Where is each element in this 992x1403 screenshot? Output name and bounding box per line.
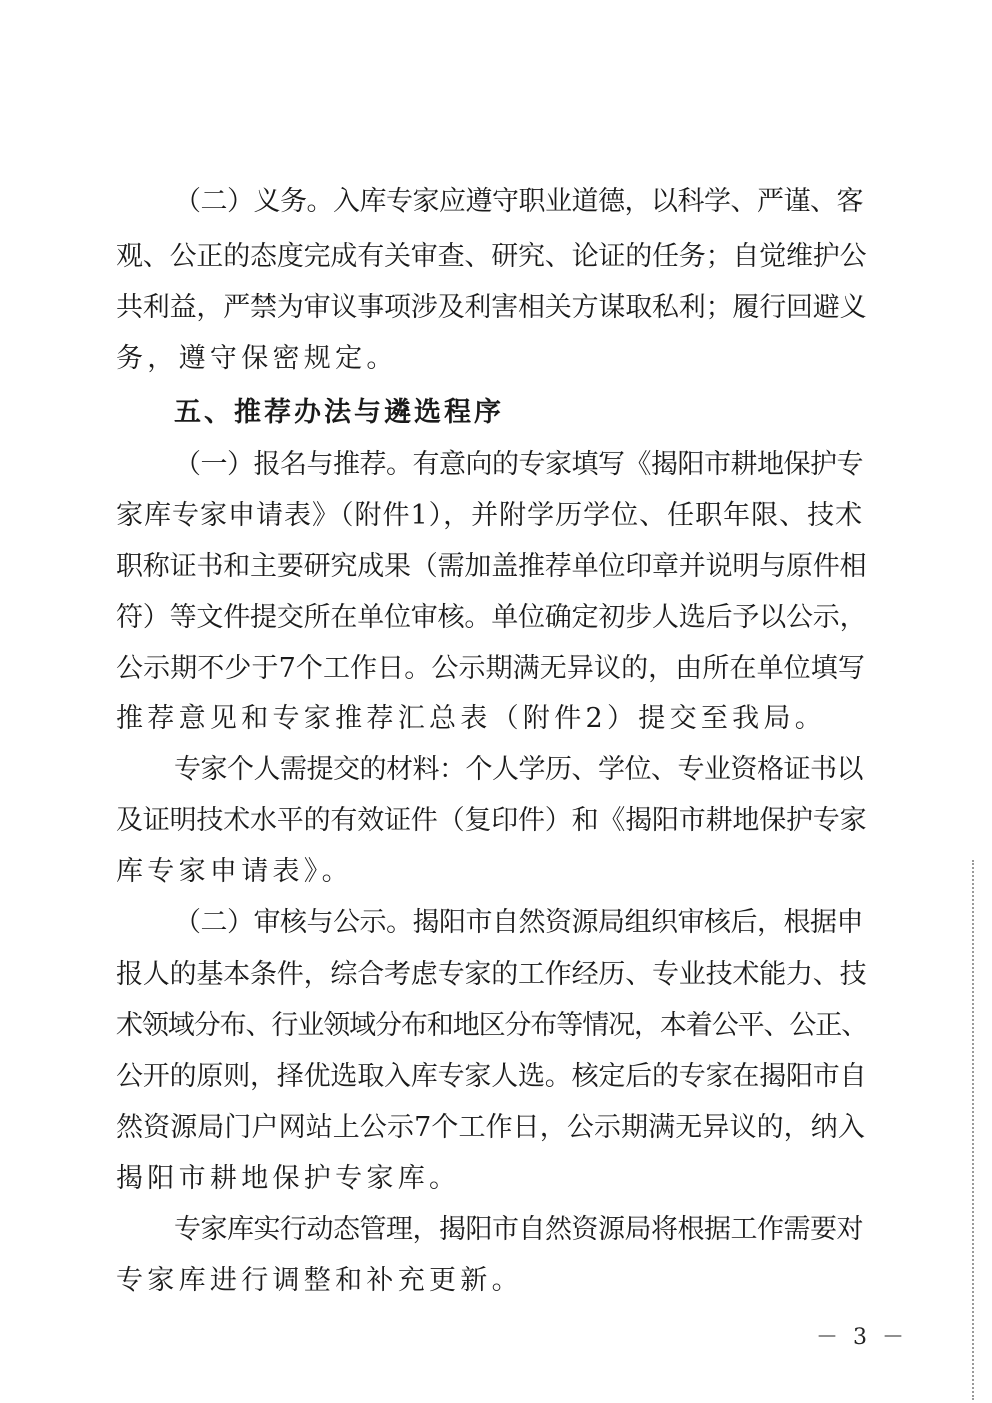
scan-edge-artifact: [972, 860, 974, 1400]
paragraph-review-line-5: 然资源局门户网站上公示7个工作日，公示期满无异议的，纳入: [116, 1112, 865, 1143]
paragraph-review-line-1: （二）审核与公示。揭阳市自然资源局组织审核后，根据申: [174, 907, 863, 938]
paragraph-obligations-line-1: （二）义务。入库专家应遵守职业道德，以科学、严谨、客: [174, 186, 863, 217]
paragraph-registration-line-4: 符）等文件提交所在单位审核。单位确定初步人选后予以公示，: [116, 602, 867, 633]
paragraph-obligations-line-3: 共利益，严禁为审议事项涉及利害相关方谋取私利；履行回避义: [116, 292, 867, 323]
paragraph-management-line-1: 专家库实行动态管理，揭阳市自然资源局将根据工作需要对: [174, 1214, 863, 1245]
paragraph-registration-line-3: 职称证书和主要研究成果（需加盖推荐单位印章并说明与原件相: [116, 551, 867, 582]
section-heading-5: 五、推荐办法与遴选程序: [174, 397, 504, 428]
paragraph-review-line-4: 公开的原则，择优选取入库专家人选。核定后的专家在揭阳市自: [116, 1061, 867, 1092]
paragraph-review-line-2: 报人的基本条件，综合考虑专家的工作经历、专业技术能力、技: [116, 959, 867, 990]
paragraph-materials-line-1: 专家个人需提交的材料：个人学历、学位、专业资格证书以: [174, 754, 863, 785]
paragraph-review-line-6: 揭阳市耕地保护专家库。: [116, 1163, 461, 1194]
paragraph-obligations-line-4: 务，遵守保密规定。: [116, 343, 398, 374]
paragraph-registration-line-5: 公示期不少于7个工作日。公示期满无异议的，由所在单位填写: [116, 653, 865, 684]
paragraph-materials-line-3: 库专家申请表》。: [116, 856, 353, 887]
paragraph-review-line-3: 术领域分布、行业领域分布和地区分布等情况，本着公平、公正、: [116, 1010, 868, 1041]
paragraph-management-line-2: 专家库进行调整和补充更新。: [116, 1265, 523, 1296]
paragraph-registration-line-2: 家库专家申请表》（附件1），并附学历学位、任职年限、技术: [116, 500, 864, 531]
paragraph-obligations-line-2: 观、公正的态度完成有关审查、研究、论证的任务；自觉维护公: [116, 241, 867, 272]
paragraph-registration-line-1: （一）报名与推荐。有意向的专家填写《揭阳市耕地保护专: [174, 449, 863, 480]
page-number: － 3 －: [816, 1325, 908, 1350]
paragraph-materials-line-2: 及证明技术水平的有效证件（复印件）和《揭阳市耕地保护专家: [116, 805, 867, 836]
paragraph-registration-line-6: 推荐意见和专家推荐汇总表（附件2）提交至我局。: [116, 703, 827, 734]
